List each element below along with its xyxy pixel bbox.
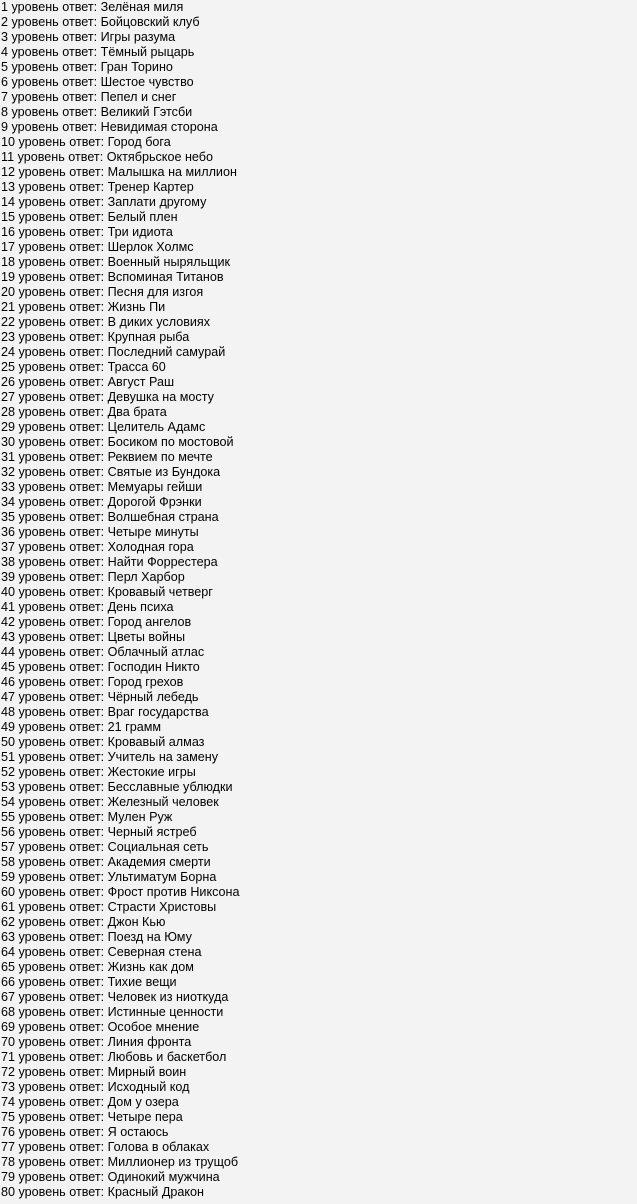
answer-line: 12 уровень ответ: Малышка на миллион — [1, 165, 237, 179]
answer-line: 30 уровень ответ: Босиком по мостовой — [1, 435, 234, 449]
answer-line: 1 уровень ответ: Зелёная миля — [1, 0, 184, 14]
answer-line: 76 уровень ответ: Я остаюсь — [1, 1125, 169, 1139]
answer-line: 52 уровень ответ: Жестокие игры — [1, 765, 196, 779]
answer-line: 64 уровень ответ: Северная стена — [1, 945, 202, 959]
answer-line: 78 уровень ответ: Миллионер из трущоб — [1, 1155, 239, 1169]
answer-line: 28 уровень ответ: Два брата — [1, 405, 167, 419]
answer-line: 37 уровень ответ: Холодная гора — [1, 540, 194, 554]
answer-line: 80 уровень ответ: Красный Дракон — [1, 1185, 204, 1199]
answer-line: 36 уровень ответ: Четыре минуты — [1, 525, 199, 539]
answer-line: 15 уровень ответ: Белый плен — [1, 210, 178, 224]
answer-line: 53 уровень ответ: Бесславные ублюдки — [1, 780, 233, 794]
answer-line: 49 уровень ответ: 21 грамм — [1, 720, 162, 734]
answer-line: 21 уровень ответ: Жизнь Пи — [1, 300, 166, 314]
answer-line: 6 уровень ответ: Шестое чувство — [1, 75, 194, 89]
answer-line: 61 уровень ответ: Страсти Христовы — [1, 900, 217, 914]
answer-line: 69 уровень ответ: Особое мнение — [1, 1020, 200, 1034]
answer-line: 13 уровень ответ: Тренер Картер — [1, 180, 194, 194]
answer-line: 5 уровень ответ: Гран Торино — [1, 60, 173, 74]
answer-line: 34 уровень ответ: Дорогой Фрэнки — [1, 495, 202, 509]
answer-line: 33 уровень ответ: Мемуары гейши — [1, 480, 203, 494]
answer-line: 7 уровень ответ: Пепел и снег — [1, 90, 177, 104]
answer-line: 72 уровень ответ: Мирный воин — [1, 1065, 187, 1079]
answer-line: 79 уровень ответ: Одинокий мужчина — [1, 1170, 220, 1184]
answer-line: 23 уровень ответ: Крупная рыба — [1, 330, 190, 344]
answer-line: 71 уровень ответ: Любовь и баскетбол — [1, 1050, 227, 1064]
answer-line: 14 уровень ответ: Заплати другому — [1, 195, 207, 209]
answer-line: 57 уровень ответ: Социальная сеть — [1, 840, 209, 854]
answer-line: 10 уровень ответ: Город бога — [1, 135, 171, 149]
answer-line: 60 уровень ответ: Фрост против Никсона — [1, 885, 240, 899]
answer-line: 40 уровень ответ: Кровавый четверг — [1, 585, 213, 599]
answer-line: 56 уровень ответ: Черный ястреб — [1, 825, 197, 839]
answer-line: 24 уровень ответ: Последний самурай — [1, 345, 226, 359]
answer-line: 19 уровень ответ: Вспоминая Титанов — [1, 270, 224, 284]
answer-line: 48 уровень ответ: Враг государства — [1, 705, 209, 719]
answer-line: 29 уровень ответ: Целитель Адамс — [1, 420, 206, 434]
answer-line: 8 уровень ответ: Великий Гэтсби — [1, 105, 193, 119]
answer-line: 20 уровень ответ: Песня для изгоя — [1, 285, 204, 299]
answer-line: 27 уровень ответ: Девушка на мосту — [1, 390, 214, 404]
answer-line: 32 уровень ответ: Святые из Бундока — [1, 465, 221, 479]
answer-list — [0, 0, 240, 1200]
answer-line: 63 уровень ответ: Поезд на Юму — [1, 930, 192, 944]
answer-line: 2 уровень ответ: Бойцовский клуб — [1, 15, 200, 29]
answer-line: 43 уровень ответ: Цветы войны — [1, 630, 185, 644]
answer-line: 26 уровень ответ: Август Раш — [1, 375, 175, 389]
answer-line: 41 уровень ответ: День психа — [1, 600, 174, 614]
answer-line: 50 уровень ответ: Кровавый алмаз — [1, 735, 205, 749]
answer-line: 67 уровень ответ: Человек из ниоткуда — [1, 990, 229, 1004]
answer-line: 9 уровень ответ: Невидимая сторона — [1, 120, 218, 134]
answer-line: 58 уровень ответ: Академия смерти — [1, 855, 211, 869]
answer-line: 35 уровень ответ: Волшебная страна — [1, 510, 219, 524]
answer-line: 45 уровень ответ: Господин Никто — [1, 660, 200, 674]
answer-line: 39 уровень ответ: Перл Харбор — [1, 570, 185, 584]
answer-line: 55 уровень ответ: Мулен Руж — [1, 810, 173, 824]
answer-line: 47 уровень ответ: Чёрный лебедь — [1, 690, 199, 704]
answer-line: 68 уровень ответ: Истинные ценности — [1, 1005, 224, 1019]
answer-line: 74 уровень ответ: Дом у озера — [1, 1095, 179, 1109]
answer-line: 44 уровень ответ: Облачный атлас — [1, 645, 205, 659]
answer-line: 18 уровень ответ: Военный ныряльщик — [1, 255, 231, 269]
answer-line: 77 уровень ответ: Голова в облаках — [1, 1140, 210, 1154]
answer-line: 54 уровень ответ: Железный человек — [1, 795, 219, 809]
answer-line: 62 уровень ответ: Джон Кью — [1, 915, 166, 929]
answer-line: 75 уровень ответ: Четыре пера — [1, 1110, 183, 1124]
answer-line: 25 уровень ответ: Трасса 60 — [1, 360, 166, 374]
answer-line: 3 уровень ответ: Игры разума — [1, 30, 176, 44]
answer-line: 59 уровень ответ: Ультиматум Борна — [1, 870, 217, 884]
answer-line: 70 уровень ответ: Линия фронта — [1, 1035, 192, 1049]
answer-line: 65 уровень ответ: Жизнь как дом — [1, 960, 194, 974]
answer-line: 42 уровень ответ: Город ангелов — [1, 615, 192, 629]
answer-line: 4 уровень ответ: Тёмный рыцарь — [1, 45, 195, 59]
answer-line: 38 уровень ответ: Найти Форрестера — [1, 555, 218, 569]
answer-line: 31 уровень ответ: Реквием по мечте — [1, 450, 213, 464]
answer-line: 22 уровень ответ: В диких условиях — [1, 315, 211, 329]
answer-line: 66 уровень ответ: Тихие вещи — [1, 975, 177, 989]
answer-line: 73 уровень ответ: Исходный код — [1, 1080, 190, 1094]
answer-line: 17 уровень ответ: Шерлок Холмс — [1, 240, 194, 254]
answer-line: 46 уровень ответ: Город грехов — [1, 675, 184, 689]
answer-line: 16 уровень ответ: Три идиота — [1, 225, 173, 239]
answer-line: 51 уровень ответ: Учитель на замену — [1, 750, 219, 764]
answer-line: 11 уровень ответ: Октябрьское небо — [1, 150, 214, 164]
